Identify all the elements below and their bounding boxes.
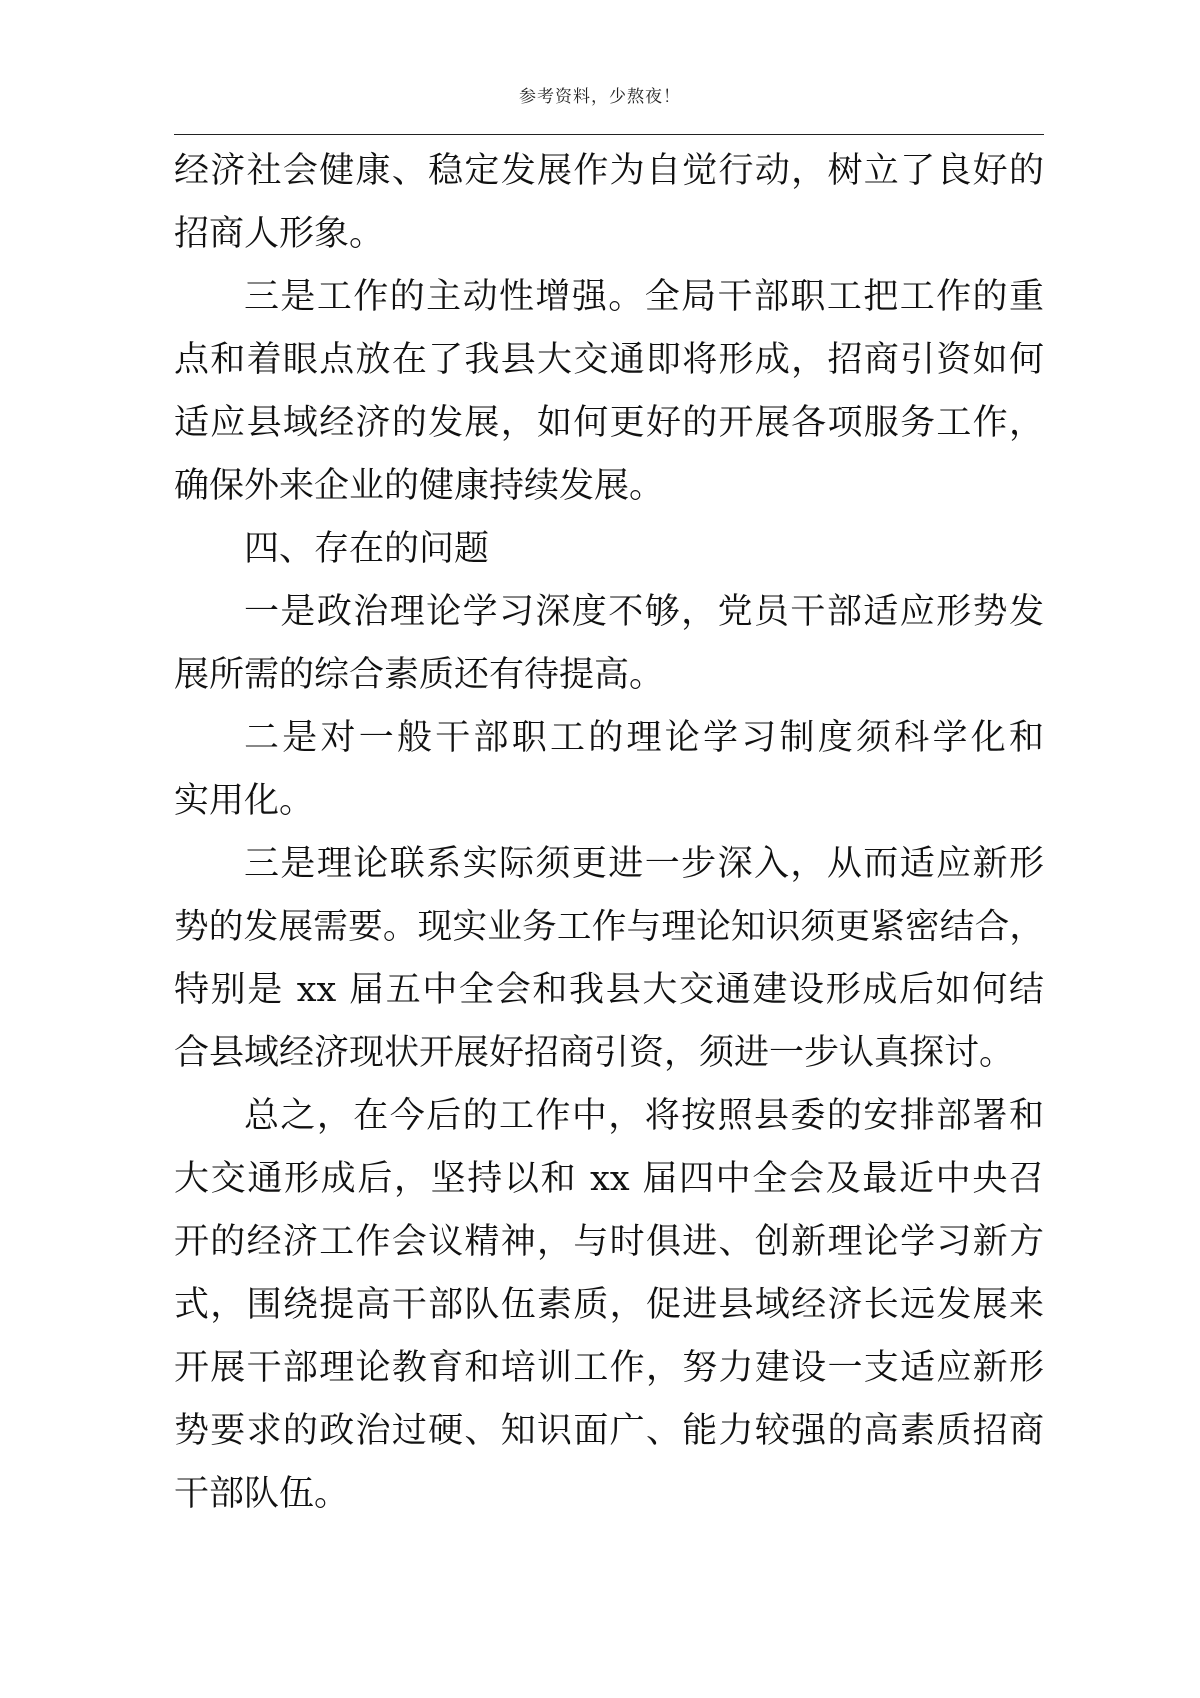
text-line: 式，围绕提高干部队伍素质，促进县域经济长远发展来 [174, 1285, 1044, 1325]
text-line: 特别是 xx 届五中全会和我县大交通建设形成后如何结 [174, 970, 1044, 1010]
text-line: 开展干部理论教育和培训工作，努力建设一支适应新形 [174, 1348, 1044, 1388]
text-line: 实用化。 [174, 781, 315, 821]
text-line: 一是政治理论学习深度不够，党员干部适应形势发 [244, 592, 1044, 632]
text-line: 总之，在今后的工作中，将按照县委的安排部署和 [244, 1096, 1044, 1136]
text-line: 干部队伍。 [174, 1474, 350, 1514]
text-line: 势的发展需要。现实业务工作与理论知识须更紧密结合， [174, 907, 1044, 947]
text-line: 二是对一般干部职工的理论学习制度须科学化和 [244, 718, 1044, 758]
text-line: 三是理论联系实际须更进一步深入，从而适应新形 [244, 844, 1044, 884]
header-rule [174, 134, 1044, 135]
text-line: 展所需的综合素质还有待提高。 [174, 655, 665, 695]
text-line: 大交通形成后，坚持以和 xx 届四中全会及最近中央召 [174, 1159, 1044, 1199]
text-line: 合县域经济现状开展好招商引资，须进一步认真探讨。 [174, 1033, 1015, 1073]
text-line: 四、存在的问题 [244, 529, 490, 569]
body-text [174, 140, 1044, 1526]
text-line: 适应县域经济的发展，如何更好的开展各项服务工作， [174, 403, 1044, 443]
header-note: 参考资料，少熬夜！ [519, 87, 681, 107]
text-line: 势要求的政治过硬、知识面广、能力较强的高素质招商 [174, 1411, 1044, 1451]
text-line: 招商人形象。 [174, 214, 385, 254]
text-line: 点和着眼点放在了我县大交通即将形成，招商引资如何 [174, 340, 1044, 380]
text-line: 开的经济工作会议精神，与时俱进、创新理论学习新方 [174, 1222, 1044, 1262]
text-line: 确保外来企业的健康持续发展。 [174, 466, 665, 506]
text-line: 经济社会健康、稳定发展作为自觉行动，树立了良好的 [174, 151, 1044, 191]
text-line: 三是工作的主动性增强。全局干部职工把工作的重 [244, 277, 1044, 317]
